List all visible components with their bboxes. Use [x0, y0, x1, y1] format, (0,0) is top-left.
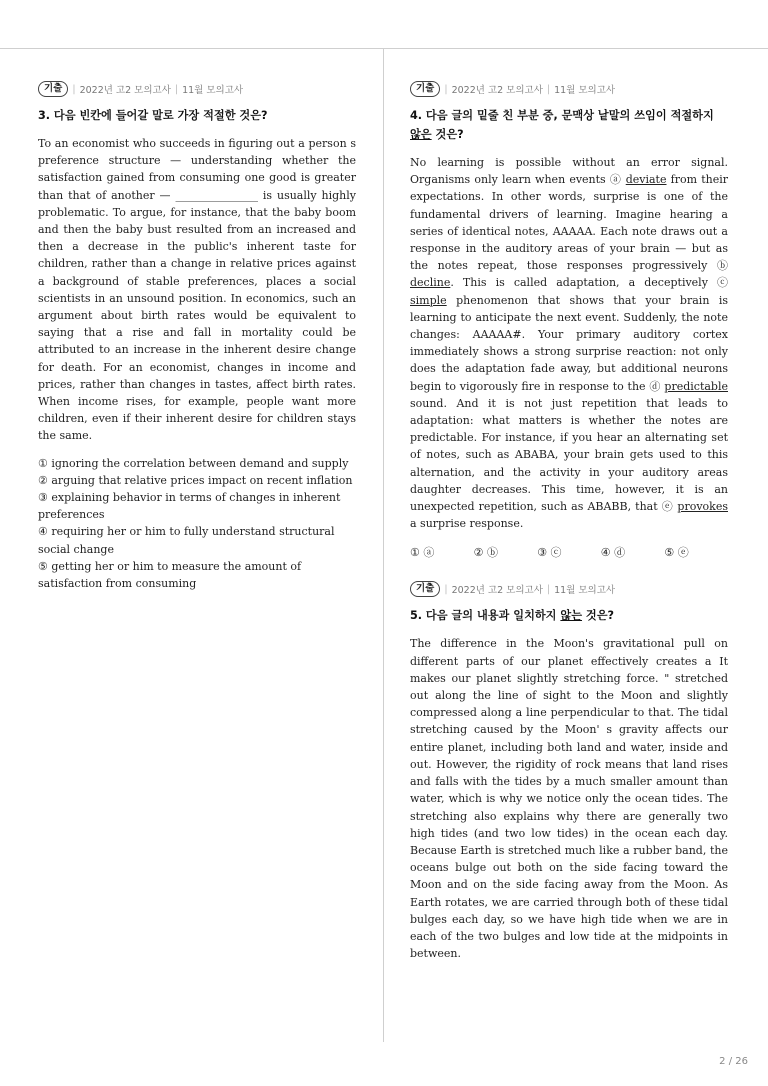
question-meta: 기출 | 2022년 고2 모의고사 | 11월 모의고사 — [38, 80, 356, 98]
exam-year: 2022년 고2 모의고사 — [79, 85, 171, 96]
choice-5[interactable]: ⑤ ⓔ — [664, 546, 689, 560]
question-title: 3. 다음 빈칸에 들어갈 말로 가장 적절한 것은? — [38, 109, 268, 122]
choice-2[interactable]: ② ⓑ — [473, 546, 498, 560]
answer-choices — [38, 455, 356, 593]
choice-1[interactable]: ① ⓐ — [410, 546, 435, 560]
question-passage: The difference in the Moon's gravitational pull on different parts of our planet effectively creates a It makes our planet slightly stretching force. " stretched out along the line of sight to the Moon and slightly compressed along a line perpendicular to that. The tidal stretching caused by the Moon' s gravity affects our entire planet, including both land and water, inside and out. However, the rigidity of rock means that land rises and falls with the tides by a much smaller amount than water, which is why we notice only the ocean tides. The stretching also explains why there are generally two high tides (and two low tides) in the ocean each day. Because Earth is stretched much like a rubber band, the oceans bulge out both on the side facing toward the Moon and on the side facing away from the Moon. As Earth rotates, we are carried through both of these tidal bulges each day, so we have high tide when we are in each of the two bulges and low tide at the midpoints in between. — [410, 637, 728, 961]
source-badge: 기출 — [410, 581, 440, 597]
question-passage: No learning is possible without an error signal. Organisms only learn when events ⓐ deviate from their expectations. In other words, surprise is one of the fundamental drivers of learning. Imagine hearing a series of identical notes, AAAAA. Each note draws out a response in the auditory areas of your brain — but as the notes repeat, those responses progressively ⓑ decline. This is called adaptation, a deceptively ⓒ simple phenomenon that shows that your brain is learning to anticipate the next event. Suddenly, the note changes: AAAAA#. Your primary auditory cortex immediately shows a strong surprise reaction: not only does the adaptation fade away, but additional neurons begin to vigorously fire in response to the ⓓ predictable sound. And it is not just repetition that leads to adaptation: what matters is whether the notes are predictable. For instance, if you hear an alternating set of notes, such as ABABA, your brain gets used to this alternation, and the activity in your auditory areas daughter decreases. This time, however, it is an unexpected repetition, such as ABABB, that ⓔ provokes a surprise response. — [410, 156, 729, 531]
left-column — [38, 80, 356, 592]
exam-year: 2022년 고2 모의고사 — [451, 585, 543, 597]
underlined-word-e: provokes — [677, 500, 728, 514]
choice-1[interactable]: ① ignoring the correlation between demand and supply — [38, 456, 349, 470]
question-title: 4. 다음 글의 밑줄 친 부분 중, 문맥상 낱말의 쓰임이 적절하지 않은 것은? — [410, 109, 714, 141]
right-column — [410, 80, 728, 962]
column-divider — [383, 49, 384, 1042]
answer-choices — [410, 544, 728, 560]
title-underlined-word: 않는 — [560, 609, 583, 623]
underlined-word-b: decline — [410, 276, 451, 290]
exam-year: 2022년 고2 모의고사 — [451, 85, 543, 96]
choice-4[interactable]: ④ ⓓ — [600, 546, 626, 560]
choice-2[interactable]: ② arguing that relative prices impact on recent inflation — [38, 473, 353, 487]
exam-month: 11월 모의고사 — [554, 585, 616, 597]
question-meta: 기출 | 2022년 고2 모의고사 | 11월 모의고사 — [410, 580, 728, 598]
exam-month: 11월 모의고사 — [182, 85, 244, 96]
page-number: 2 / 26 — [719, 1056, 748, 1067]
exam-month: 11월 모의고사 — [554, 85, 616, 96]
top-divider — [0, 48, 768, 49]
question-meta: 기출 | 2022년 고2 모의고사 | 11월 모의고사 — [410, 80, 728, 98]
underlined-word-d: predictable — [664, 379, 728, 393]
question-passage: To an economist who succeeds in figuring out a person s preference structure — understanding whether the satisfaction gained from consuming one good is greater than that of another — _______________ is usually highly problematic. To argue, for instance, that the baby boom and then the baby bust resulted from an increased and then a decrease in the public's inherent taste for children, rather than a change in relative prices against a background of stable preferences, places a social scientists in an unsound position. In economics, such an argument about birth rates would be equivalent to saying that a rise and fall in mortality could be attributed to an increase in the inherent desire change for death. For an economist, changes in income and prices, rather than changes in tastes, affect birth rates. When income rises, for example, people want more children, even if their inherent desire for children stays the same. — [38, 137, 356, 443]
source-badge: 기출 — [410, 81, 440, 97]
choice-3[interactable]: ③ explaining behavior in terms of changes in inherent preferences — [38, 491, 341, 522]
source-badge: 기출 — [38, 81, 68, 97]
underlined-word-a: deviate — [625, 173, 667, 187]
choice-5[interactable]: ⑤ getting her or him to measure the amount of satisfaction from consuming — [38, 559, 302, 591]
choice-4[interactable]: ④ requiring her or him to fully understand structural social change — [38, 525, 335, 556]
underlined-word-c: simple — [410, 293, 447, 307]
choice-3[interactable]: ③ ⓒ — [537, 546, 562, 560]
title-underlined-word: 않은 — [410, 128, 432, 141]
question-title: 5. 다음 글의 내용과 일치하지 않는 것은? — [410, 609, 615, 623]
